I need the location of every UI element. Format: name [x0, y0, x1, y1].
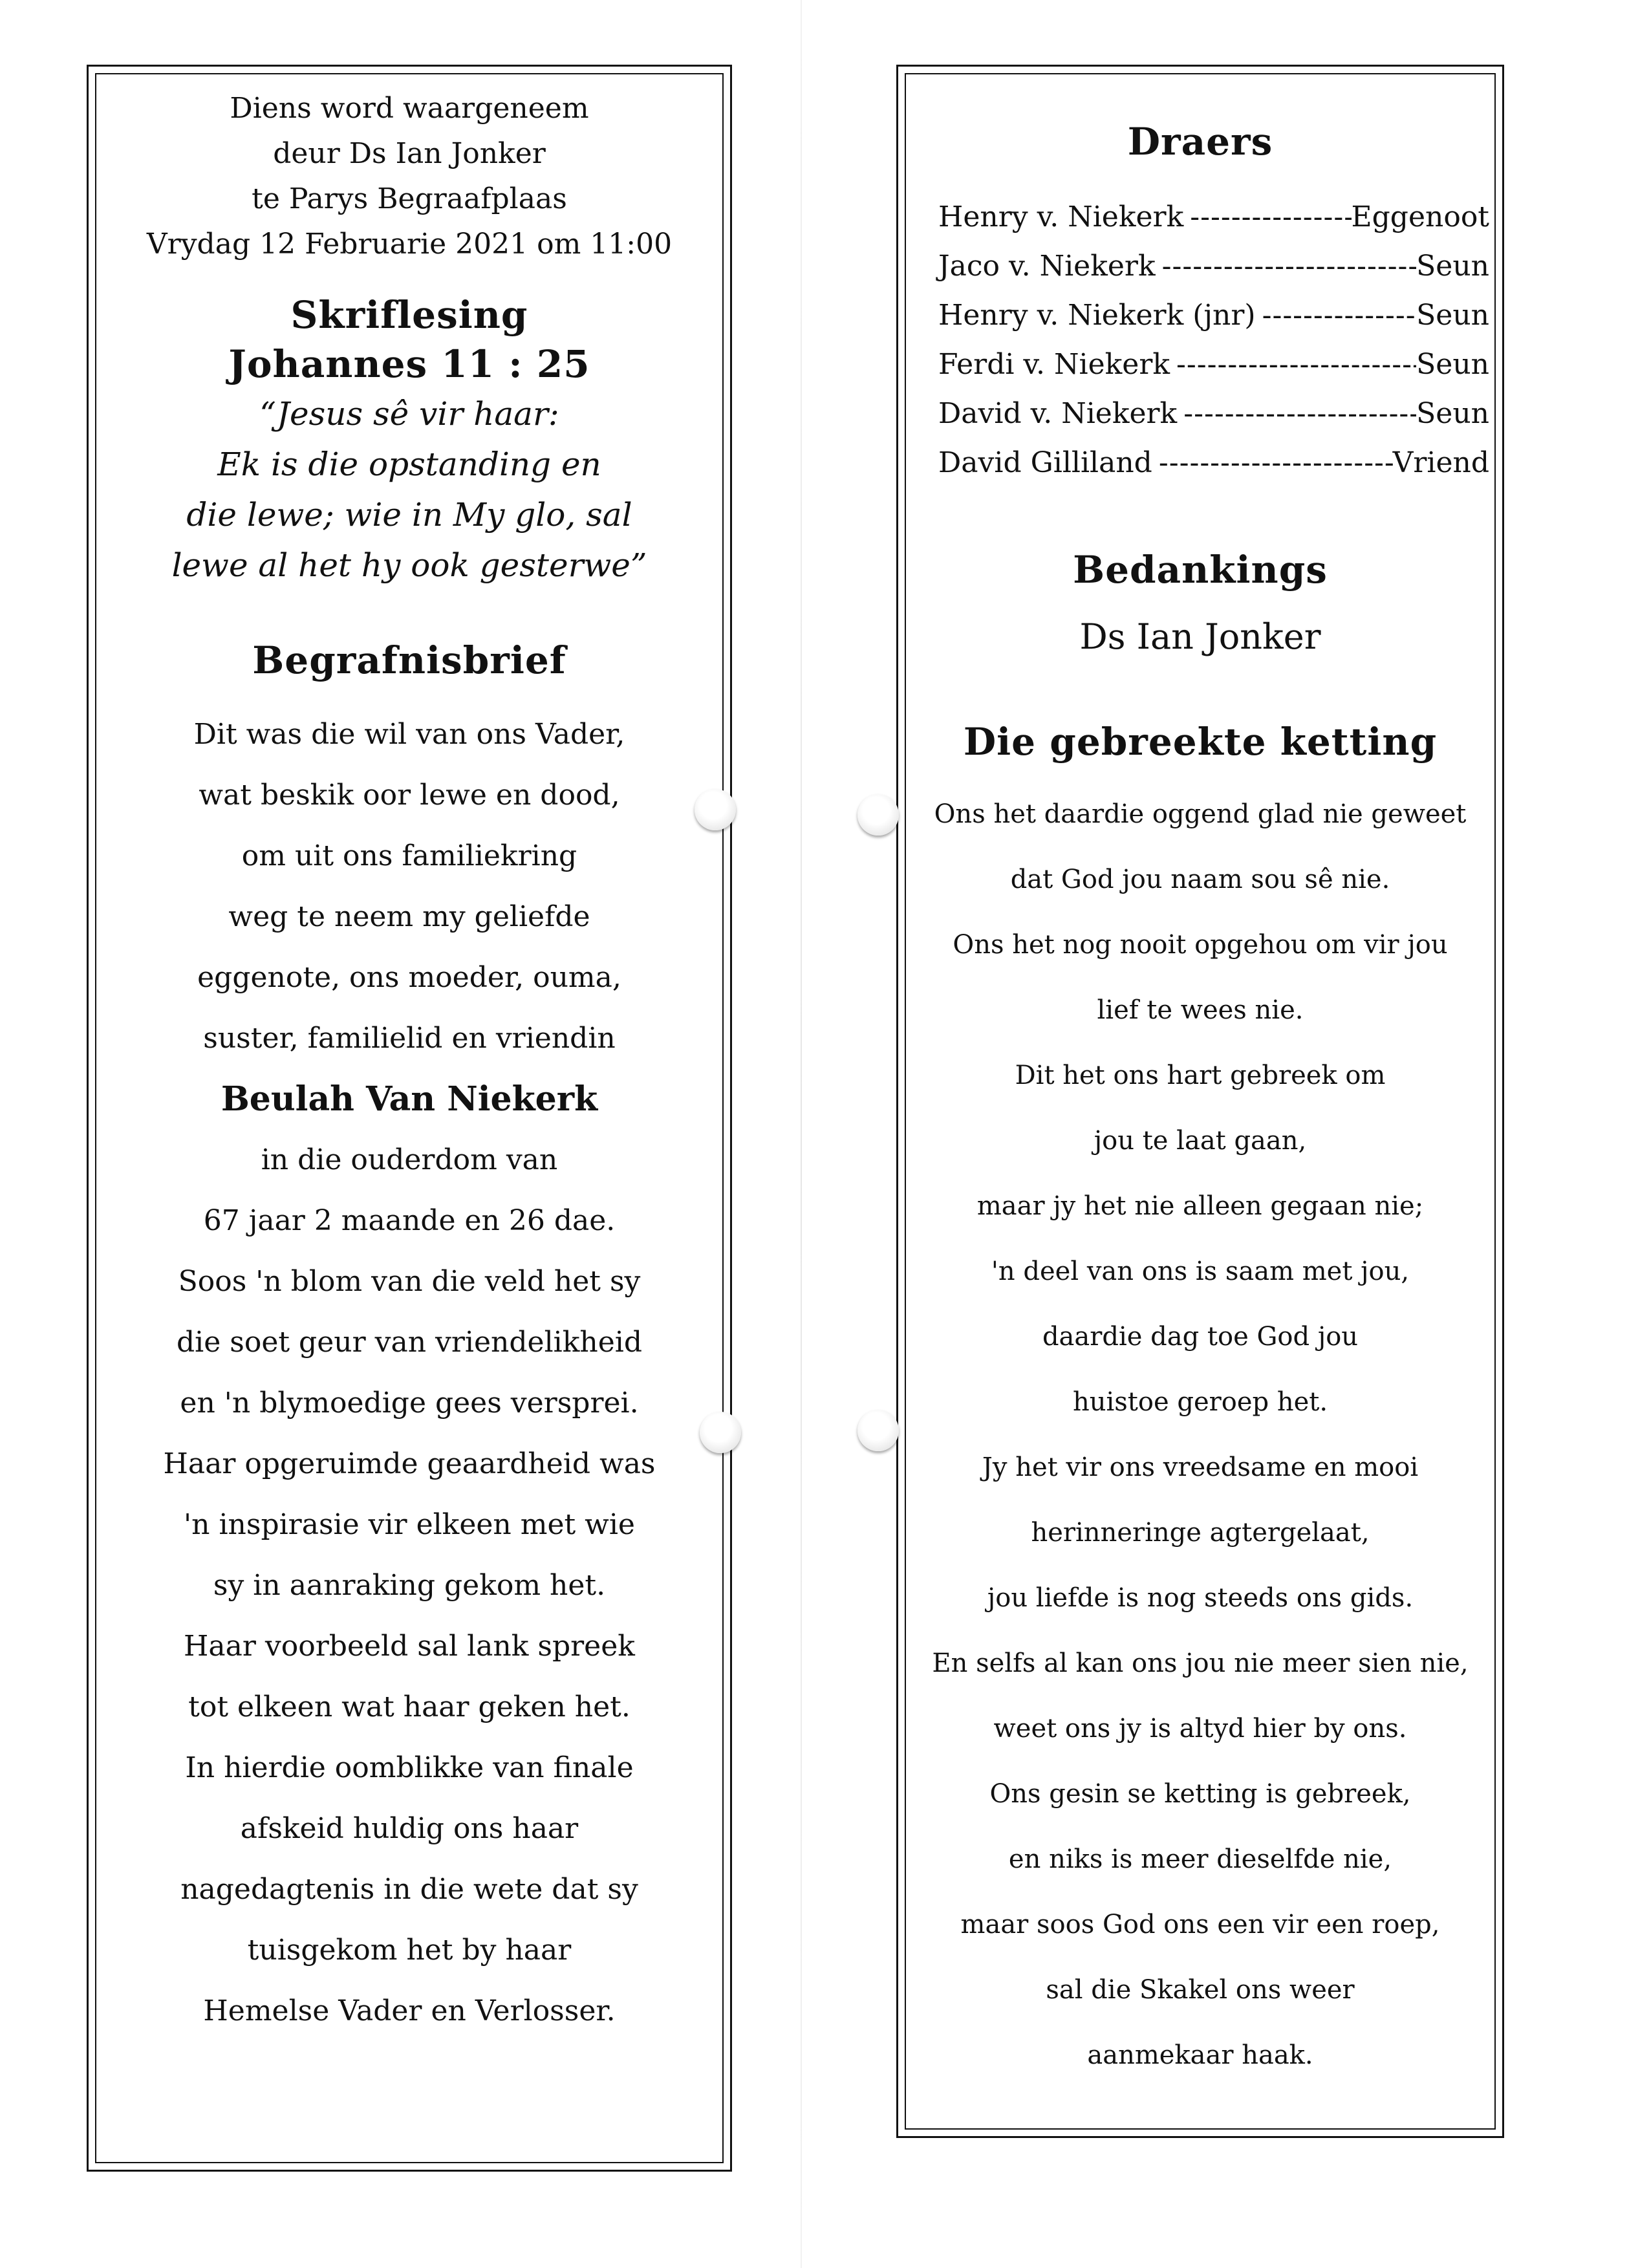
letter-line: die soet geur van vriendelikheid: [177, 1326, 642, 1359]
letter-line: Haar voorbeeld sal lank spreek: [184, 1630, 635, 1663]
page-fold: [801, 0, 802, 2268]
bearer-row: [938, 389, 1489, 438]
right-panel: [896, 65, 1504, 2138]
poem-line: huistoe geroep het.: [1072, 1387, 1328, 1417]
poem-line: sal die Skakel ons weer: [1046, 1975, 1355, 2005]
scripture-verse: [89, 389, 730, 590]
thanks-name: Ds Ian Jonker: [1079, 616, 1321, 657]
letter-line: nagedagtenis in die wete dat sy: [180, 1873, 638, 1906]
bearer-row: [938, 438, 1489, 488]
bearer-role: Seun: [1416, 397, 1489, 430]
letter-heading: Begrafnisbrief: [252, 638, 566, 682]
bearer-role: Eggenoot: [1351, 200, 1489, 233]
poem-line: maar jy het nie alleen gegaan nie;: [976, 1191, 1424, 1221]
service-line: Diens word waargeneem: [230, 92, 589, 125]
poem-line: Dit het ons hart gebreek om: [1015, 1061, 1386, 1090]
service-line: te Parys Begraafplaas: [252, 182, 567, 215]
letter-line: Dit was die wil van ons Vader,: [193, 718, 625, 751]
poem-line: dat God jou naam sou sê nie.: [1010, 865, 1390, 894]
poem-line: Ons het daardie oggend glad nie geweet: [934, 799, 1467, 829]
letter-line: en 'n blymoedige gees versprei.: [180, 1387, 639, 1420]
letter-line: sy in aanraking gekom het.: [213, 1569, 606, 1602]
poem-line: lief te wees nie.: [1097, 995, 1304, 1025]
scripture-heading: Skriflesing: [290, 293, 528, 337]
bearer-name: Ferdi v. Niekerk: [938, 348, 1170, 381]
left-panel: [87, 65, 732, 2172]
service-line: Vrydag 12 Februarie 2021 om 11:00: [146, 228, 673, 261]
poem-line: daardie dag toe God jou: [1042, 1322, 1359, 1352]
letter-line: tot elkeen wat haar geken het.: [188, 1690, 630, 1723]
letter-line: eggenote, ons moeder, ouma,: [197, 961, 621, 994]
thanks-heading: Bedankings: [1073, 548, 1328, 592]
bearer-row: [938, 193, 1489, 242]
letter-line: wat beskik oor lewe en dood,: [199, 779, 620, 812]
letter-text-part1: [89, 704, 730, 1069]
bearer-role: Seun: [1416, 348, 1489, 381]
letter-line: in die ouderdom van: [261, 1143, 558, 1176]
right-panel-lower-content: [898, 545, 1502, 2088]
letter-line: afskeid huldig ons haar: [240, 1812, 579, 1845]
letter-line: tuisgekom het by haar: [247, 1934, 572, 1967]
verse-line: lewe al het hy ook gesterwe”: [171, 546, 647, 584]
punch-hole: [857, 794, 899, 836]
letter-line: Haar opgeruimde geaardheid was: [163, 1447, 656, 1480]
bearer-leader-dashes: [1256, 291, 1417, 340]
bearer-role: Seun: [1416, 250, 1489, 283]
letter-text-part2: [89, 1130, 730, 2042]
punch-hole: [857, 1410, 899, 1451]
left-panel-content: [89, 67, 730, 2042]
bearer-name: Jaco v. Niekerk: [938, 250, 1156, 283]
service-line: deur Ds Ian Jonker: [273, 137, 546, 170]
poem-line: weet ons jy is altyd hier by ons.: [993, 1714, 1407, 1744]
poem-line: en niks is meer dieselfde nie,: [1008, 1844, 1392, 1874]
poem-line: maar soos God ons een vir een roep,: [960, 1910, 1440, 1939]
verse-line: “Jesus sê vir haar:: [259, 395, 559, 433]
right-panel-content: [898, 67, 1502, 166]
punch-hole: [695, 789, 736, 830]
service-details: [89, 86, 730, 267]
punch-hole: [700, 1412, 741, 1453]
bearer-role: Seun: [1416, 299, 1489, 332]
letter-line: 'n inspirasie vir elkeen met wie: [184, 1508, 635, 1541]
letter-line: Soos 'n blom van die veld het sy: [178, 1265, 641, 1298]
letter-line: weg te neem my geliefde: [228, 900, 590, 933]
poem-text: [898, 782, 1502, 2088]
deceased-name: Beulah Van Niekerk: [221, 1079, 598, 1119]
scripture-reference: Johannes 11 : 25: [228, 342, 590, 386]
bearer-row: [938, 291, 1489, 340]
bearer-leader-dashes: [1183, 193, 1351, 242]
letter-line: om uit ons familiekring: [241, 839, 577, 872]
letter-line: 67 jaar 2 maande en 26 dae.: [203, 1204, 616, 1237]
poem-line: aanmekaar haak.: [1087, 2040, 1313, 2070]
verse-line: Ek is die opstanding en: [217, 446, 601, 483]
poem-line: Ons het nog nooit opgehou om vir jou: [953, 930, 1448, 960]
bearer-leader-dashes: [1177, 389, 1416, 438]
bearer-name: Henry v. Niekerk: [938, 200, 1184, 233]
letter-line: suster, familielid en vriendin: [203, 1022, 616, 1055]
bearer-row: [938, 242, 1489, 291]
bearers-heading: Draers: [1127, 120, 1273, 164]
poem-line: jou te laat gaan,: [1094, 1126, 1307, 1156]
poem-line: jou liefde is nog steeds ons gids.: [987, 1583, 1414, 1613]
poem-line: Jy het vir ons vreedsame en mooi: [982, 1453, 1419, 1482]
letter-line: Hemelse Vader en Verlosser.: [203, 1994, 616, 2027]
poem-line: 'n deel van ons is saam met jou,: [991, 1257, 1410, 1286]
bearer-role: Vriend: [1392, 446, 1489, 479]
bearer-name: David Gilliland: [938, 446, 1152, 479]
poem-line: Ons gesin se ketting is gebreek,: [989, 1779, 1411, 1809]
poem-line: herinneringe agtergelaat,: [1031, 1518, 1370, 1548]
letter-line: In hierdie oomblikke van finale: [185, 1751, 634, 1784]
bearers-list: [938, 193, 1489, 488]
bearer-leader-dashes: [1152, 438, 1393, 488]
poem-heading: Die gebreekte ketting: [963, 720, 1438, 764]
poem-line: En selfs al kan ons jou nie meer sien nie,: [932, 1648, 1469, 1678]
verse-line: die lewe; wie in My glo, sal: [186, 496, 632, 534]
bearer-name: Henry v. Niekerk (jnr): [938, 299, 1256, 332]
bearer-name: David v. Niekerk: [938, 397, 1178, 430]
bearer-leader-dashes: [1156, 242, 1417, 291]
bearer-leader-dashes: [1170, 340, 1416, 389]
bearer-row: [938, 340, 1489, 389]
